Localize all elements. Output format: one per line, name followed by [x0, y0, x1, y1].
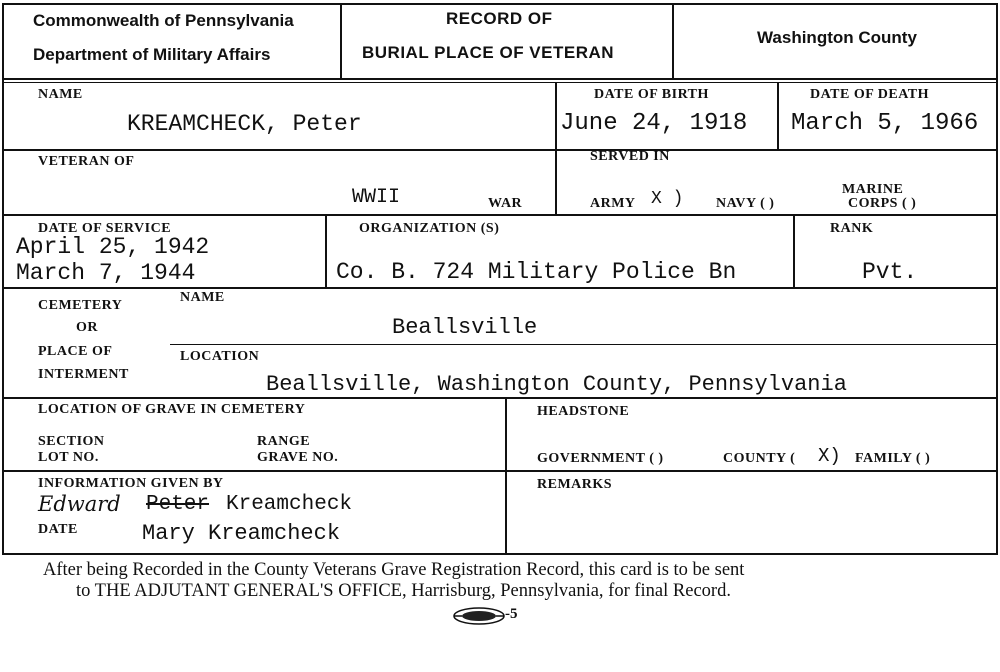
label-range: RANGE [257, 434, 311, 449]
rank-value: Pvt. [862, 259, 918, 285]
header-bottom-rule [2, 78, 998, 80]
label-date-of-birth: DATE OF BIRTH [594, 87, 709, 102]
label-cemetery-name: NAME [180, 290, 225, 305]
informant-surname: Kreamcheck [226, 493, 353, 516]
label-date-of-death: DATE OF DEATH [810, 87, 930, 102]
label-headstone: HEADSTONE [537, 404, 630, 419]
label-rank: RANK [830, 221, 874, 236]
footer-instruction-line1: After being Recorded in the County Veterans Grave Registration Record, this card is to be sent [43, 560, 745, 580]
header-bottom-rule-2 [2, 82, 998, 83]
label-veteran-of: VETERAN OF [38, 154, 135, 169]
border-top [2, 3, 998, 5]
label-corps: CORPS ( ) [848, 196, 917, 211]
label-war: WAR [488, 196, 523, 211]
label-section: SECTION [38, 434, 105, 449]
label-family: FAMILY ( ) [855, 451, 931, 466]
union-label-icon [452, 606, 506, 626]
label-date-of-service: DATE OF SERVICE [38, 221, 172, 236]
label-name: NAME [38, 87, 83, 102]
label-served-in: SERVED IN [590, 149, 670, 164]
county-mark: X) [818, 445, 841, 467]
cemetery-name-value: Beallsville [392, 315, 538, 340]
date-of-birth-value: June 24, 1918 [560, 110, 748, 137]
label-cemetery: CEMETERY [38, 298, 123, 313]
header-state: Commonwealth of Pennsylvania [33, 11, 294, 30]
row4-bottom-rule [2, 397, 998, 399]
service-start-date: April 25, 1942 [16, 234, 210, 260]
label-place-of: PLACE OF [38, 344, 113, 359]
row3-divider-a [325, 214, 327, 288]
label-navy: NAVY ( ) [716, 196, 775, 211]
label-county: COUNTY ( [723, 451, 796, 466]
row3-bottom-rule [2, 287, 998, 289]
label-location-of-grave: LOCATION OF GRAVE IN CEMETERY [38, 402, 306, 417]
location-value: Beallsville, Washington County, Pennsylvania [266, 372, 847, 397]
header-divider-1 [340, 3, 342, 79]
header-divider-2 [672, 3, 674, 79]
veteran-of-value: WWII [352, 186, 401, 209]
header-department: Department of Military Affairs [33, 45, 271, 64]
label-interment: INTERMENT [38, 367, 129, 382]
footer-instruction-line2: to THE ADJUTANT GENERAL'S OFFICE, Harrisburg, Pennsylvania, for final Record. [76, 581, 731, 601]
header-title-line2: BURIAL PLACE OF VETERAN [362, 43, 615, 62]
label-location: LOCATION [180, 349, 260, 364]
date-of-death-value: March 5, 1966 [791, 110, 979, 137]
label-remarks: REMARKS [537, 477, 613, 492]
header-title-line1: RECORD OF [446, 9, 553, 28]
row2-bottom-rule [2, 214, 998, 216]
row5-divider [505, 397, 507, 554]
cemetery-name-rule [170, 344, 998, 345]
label-organization: ORGANIZATION (S) [359, 221, 500, 236]
label-army: ARMY [590, 196, 636, 211]
organization-value: Co. B. 724 Military Police Bn [336, 259, 737, 285]
row1-divider-b [777, 82, 779, 150]
label-or: OR [76, 320, 98, 335]
service-end-date: March 7, 1944 [16, 260, 196, 286]
border-bottom [2, 553, 998, 555]
label-marine: MARINE [842, 182, 904, 197]
informant-handwritten-name: Edward [38, 492, 121, 516]
label-information-given-by: INFORMATION GIVEN BY [38, 476, 224, 491]
label-government: GOVERNMENT ( ) [537, 451, 664, 466]
label-date: DATE [38, 522, 78, 537]
date-value: Mary Kreamcheck [142, 521, 341, 546]
form-number: -5 [505, 606, 518, 622]
label-lot-no: LOT NO. [38, 450, 99, 465]
header-county: Washington County [757, 28, 917, 47]
veteran-name: KREAMCHECK, Peter [127, 111, 362, 137]
row5-bottom-rule [2, 470, 998, 472]
row3-divider-b [793, 214, 795, 288]
row1-bottom-rule [2, 149, 998, 151]
army-mark: X ) [651, 189, 684, 209]
label-grave-no: GRAVE NO. [257, 450, 339, 465]
informant-struck-name: Peter [146, 493, 210, 516]
